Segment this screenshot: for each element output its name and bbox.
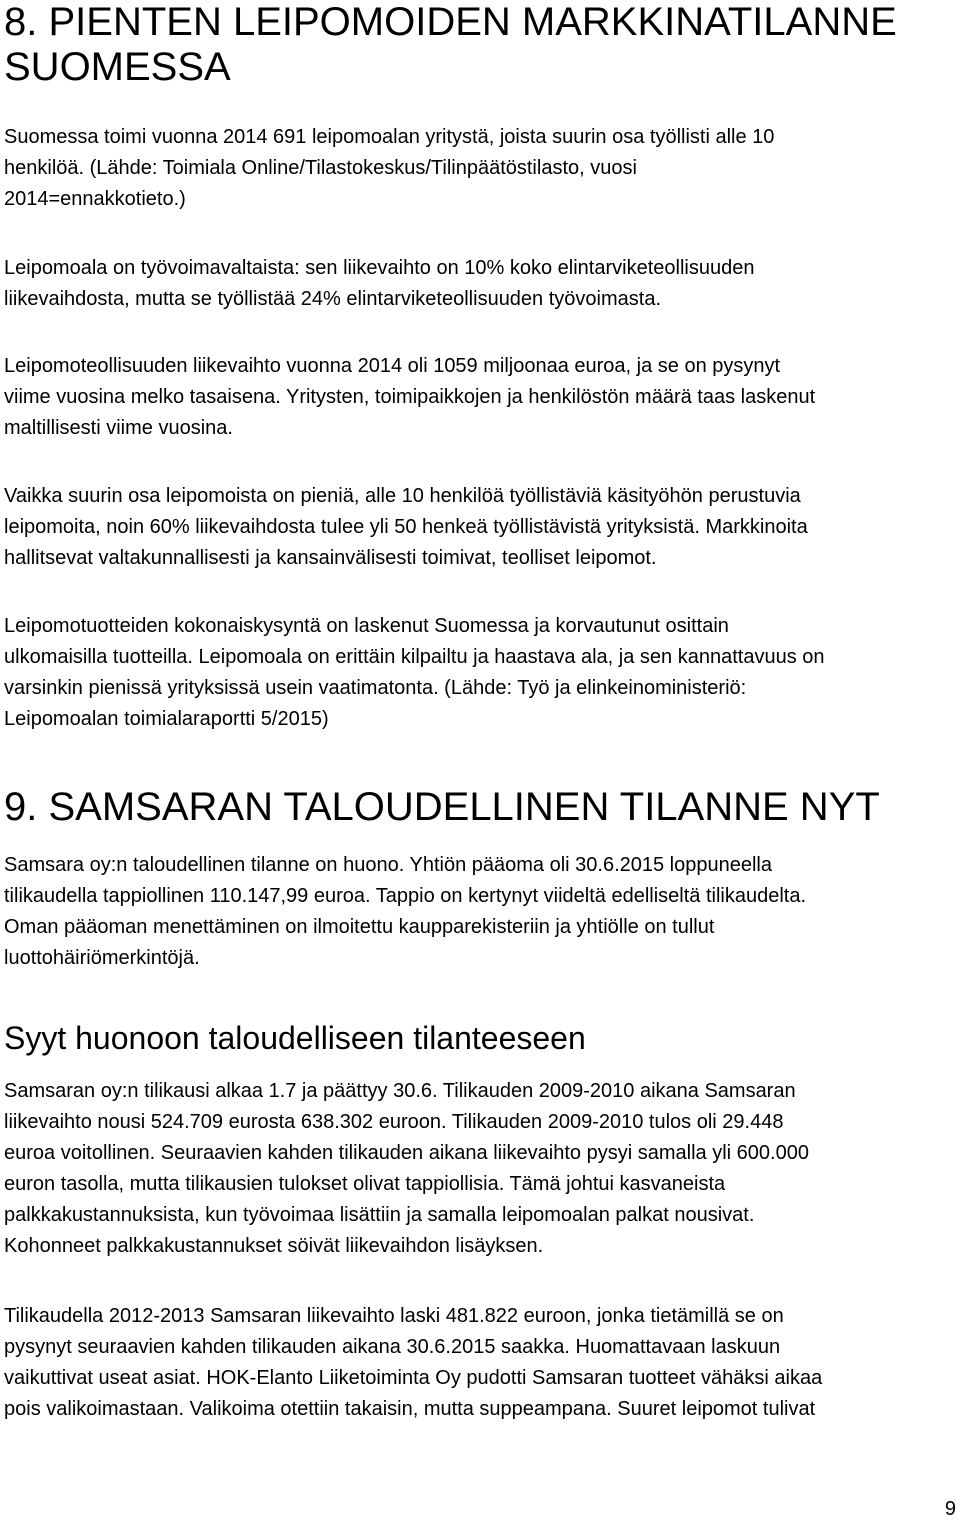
paragraph [4,1076,960,1262]
text-line: 2014=ennakkotieto.) [4,188,186,210]
heading-line: SUOMESSA [4,45,231,89]
text-line: liikevaihto nousi 524.709 eurosta 638.302 euroon. Tilikauden 2009-2010 tulos oli 29.448 [4,1111,784,1133]
paragraph [4,611,960,735]
paragraph [4,850,960,974]
text-line: ulkomaisilla tuotteilla. Leipomoala on erittäin kilpailtu ja haastava ala, ja sen kannattavuus on [4,646,825,668]
text-line: Samsara oy:n taloudellinen tilanne on huono. Yhtiön pääoma oli 30.6.2015 loppuneella [4,854,772,876]
text-line: Vaikka suurin osa leipomoista on pieniä, alle 10 henkilöä työllistäviä käsityöhön perustuvia [4,485,801,507]
text-line: pysynyt seuraavien kahden tilikauden aikana 30.6.2015 saakka. Huomattavaan laskuun [4,1336,781,1358]
page-number: 9 [944,1498,956,1520]
section-9-heading: 9. SAMSARAN TALOUDELLINEN TILANNE NYT [4,785,880,829]
text-line: maltillisesti viime vuosina. [4,417,233,439]
text-line: viime vuosina melko tasaisena. Yritysten, toimipaikkojen ja henkilöstön määrä taas laskenut [4,386,816,408]
text-line: vaikuttivat useat asiat. HOK-Elanto Liiketoiminta Oy pudotti Samsaran tuotteet vähäksi aikaa [4,1367,823,1389]
section-8-heading [4,0,897,90]
text-line: Kohonneet palkkakustannukset söivät liikevaihdon lisäyksen. [4,1235,544,1257]
paragraph [4,351,960,444]
paragraph [4,253,960,315]
text-line: pois valikoimastaan. Valikoima otettiin takaisin, mutta suppeampana. Suuret leipomot tulivat [4,1398,816,1420]
text-line: Leipomotuotteiden kokonaiskysyntä on laskenut Suomessa ja korvautunut osittain [4,615,729,637]
text-line: luottohäiriömerkintöjä. [4,947,200,969]
text-line: liikevaihdosta, mutta se työllistää 24% elintarviketeollisuuden työvoimasta. [4,288,662,310]
text-line: euroa voitollinen. Seuraavien kahden tilikauden aikana liikevaihto pysyi samalla yli 600.000 [4,1142,809,1164]
text-line: hallitsevat valtakunnallisesti ja kansainvälisesti toimivat, teolliset leipomot. [4,547,657,569]
text-line: palkkakustannuksista, kun työvoimaa lisättiin ja samalla leipomoalan palkat nousivat. [4,1204,755,1226]
heading-line: 8. PIENTEN LEIPOMOIDEN MARKKINATILANNE [4,0,897,44]
text-line: Tilikaudella 2012-2013 Samsaran liikevaihto laski 481.822 euroon, jonka tietämillä se on [4,1305,784,1327]
text-line: varsinkin pienissä yrityksissä usein vaatimatonta. (Lähde: Työ ja elinkeinoministeriö: [4,677,747,699]
text-line: leipomoita, noin 60% liikevaihdosta tulee yli 50 henkeä työllistävistä yrityksistä. Markkinoita [4,516,808,538]
text-line: Oman pääoman menettäminen on ilmoitettu kaupparekisteriin ja yhtiölle on tullut [4,916,715,938]
text-line: henkilöä. (Lähde: Toimiala Online/Tilastokeskus/Tilinpäätöstilasto, vuosi [4,157,637,179]
text-line: Samsaran oy:n tilikausi alkaa 1.7 ja päättyy 30.6. Tilikauden 2009-2010 aikana Samsaran [4,1080,796,1102]
text-line: Leipomoala on työvoimavaltaista: sen liikevaihto on 10% koko elintarviketeollisuuden [4,257,755,279]
paragraph [4,1301,960,1425]
paragraph [4,481,960,574]
paragraph [4,122,960,215]
text-line: Suomessa toimi vuonna 2014 691 leipomoalan yritystä, joista suurin osa työllisti alle 10 [4,126,775,148]
text-line: tilikaudella tappiollinen 110.147,99 euroa. Tappio on kertynyt viideltä edelliseltä tilikaudelta. [4,885,807,907]
subsection-heading: Syyt huonoon taloudelliseen tilanteeseen [4,1020,586,1056]
text-line: Leipomoalan toimialaraportti 5/2015) [4,708,329,730]
text-line: euron tasolla, mutta tilikausien tulokset olivat tappiollisia. Tämä johtui kasvaneista [4,1173,726,1195]
text-line: Leipomoteollisuuden liikevaihto vuonna 2014 oli 1059 miljoonaa euroa, ja se on pysynyt [4,355,781,377]
